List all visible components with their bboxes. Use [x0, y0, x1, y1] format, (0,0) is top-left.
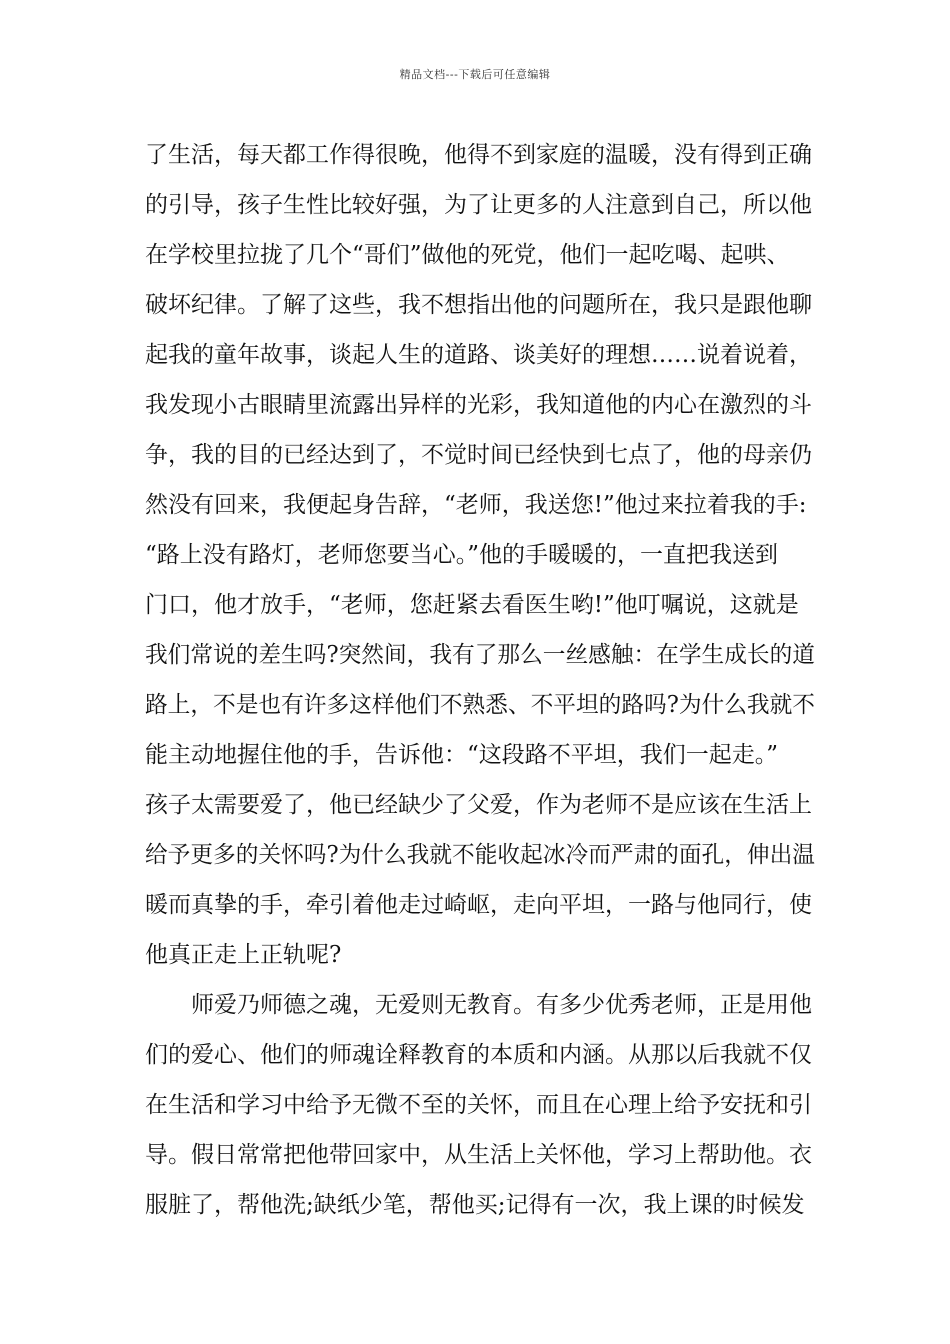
text-line: 孩子太需要爱了，他已经缺少了父爱，作为老师不是应该在生活上 — [145, 792, 812, 818]
text-line: 的引导，孩子生性比较好强，为了让更多的人注意到自己，所以他 — [145, 192, 812, 218]
text-line: 门口，他才放手，“老师，您赶紧去看医生哟!”他叮嘱说，这就是 — [145, 592, 799, 618]
text-line: 们的爱心、他们的师魂诠释教育的本质和内涵。从那以后我就不仅 — [145, 1042, 812, 1068]
text-line: 他真正走上正轨呢? — [145, 942, 342, 968]
page-header: 精品文档---下载后可任意编辑 — [399, 68, 551, 81]
text-line: 路上，不是也有许多这样他们不熟悉、不平坦的路吗?为什么我就不 — [145, 692, 815, 718]
text-line: 能主动地握住他的手，告诉他：“这段路不平坦，我们一起走。” — [145, 742, 779, 768]
text-line: 在生活和学习中给予无微不至的关怀，而且在心理上给予安抚和引 — [145, 1092, 812, 1118]
text-line: 争，我的目的已经达到了，不觉时间已经快到七点了，他的母亲仍 — [145, 442, 812, 468]
text-line: 了生活，每天都工作得很晚，他得不到家庭的温暖，没有得到正确 — [145, 142, 812, 168]
text-line: 导。假日常常把他带回家中，从生活上关怀他，学习上帮助他。衣 — [145, 1142, 812, 1168]
text-line: 起我的童年故事，谈起人生的道路、谈美好的理想……说着说着， — [145, 342, 812, 368]
text-line: 在学校里拉拢了几个“哥们”做他的死党，他们一起吃喝、起哄、 — [145, 242, 790, 268]
text-line: 给予更多的关怀吗?为什么我就不能收起冰冷而严肃的面孔，伸出温 — [145, 842, 815, 868]
text-line: 我发现小古眼睛里流露出异样的光彩，我知道他的内心在激烈的斗 — [145, 392, 812, 418]
text-line: 然没有回来，我便起身告辞，“老师，我送您!”他过来拉着我的手: — [145, 492, 807, 518]
paragraph-start-line: 师爱乃师德之魂，无爱则无教育。有多少优秀老师，正是用他 — [191, 992, 812, 1018]
body-text — [145, 130, 815, 1230]
text-line: 我们常说的差生吗?突然间，我有了那么一丝感触：在学生成长的道 — [145, 642, 815, 668]
text-line: 服脏了，帮他洗;缺纸少笔，帮他买;记得有一次，我上课的时候发 — [145, 1192, 805, 1218]
text-line: 破坏纪律。了解了这些，我不想指出他的问题所在，我只是跟他聊 — [145, 292, 812, 318]
text-line: 暖而真挚的手，牵引着他走过崎岖，走向平坦，一路与他同行，使 — [145, 892, 812, 918]
text-line: “路上没有路灯，老师您要当心。”他的手暖暖的，一直把我送到 — [145, 542, 779, 568]
